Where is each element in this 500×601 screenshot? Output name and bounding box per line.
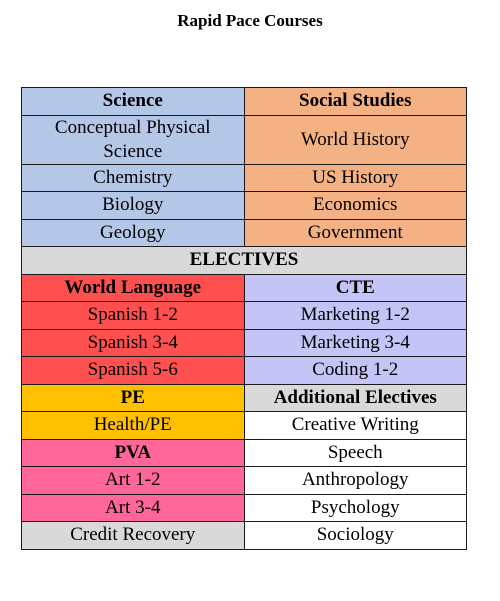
social-studies-course: Economics xyxy=(244,192,467,220)
social-studies-course: US History xyxy=(244,164,467,192)
table-row xyxy=(22,522,467,550)
table-row xyxy=(22,192,467,220)
table-row xyxy=(22,247,467,275)
social-studies-course: Government xyxy=(244,219,467,247)
cte-course: Marketing 3-4 xyxy=(244,329,467,357)
cte-header: CTE xyxy=(244,274,467,302)
table-row xyxy=(22,467,467,495)
pva-course: Art 1-2 xyxy=(22,467,245,495)
pe-course: Health/PE xyxy=(22,412,245,440)
pva-course: Art 3-4 xyxy=(22,494,245,522)
cte-course: Marketing 1-2 xyxy=(244,302,467,330)
science-header: Science xyxy=(22,88,245,116)
credit-recovery-course: Credit Recovery xyxy=(22,522,245,550)
social-studies-course: World History xyxy=(244,115,467,164)
cte-course: Coding 1-2 xyxy=(244,357,467,385)
world-language-course: Spanish 1-2 xyxy=(22,302,245,330)
science-course: Chemistry xyxy=(22,164,245,192)
table-row xyxy=(22,274,467,302)
additional-elective-course: Creative Writing xyxy=(244,412,467,440)
pe-header: PE xyxy=(22,384,245,412)
pva-header: PVA xyxy=(22,439,245,467)
table-row xyxy=(22,439,467,467)
table-row xyxy=(22,302,467,330)
additional-elective-course: Sociology xyxy=(244,522,467,550)
table-row xyxy=(22,384,467,412)
table-row xyxy=(22,494,467,522)
additional-elective-course: Anthropology xyxy=(244,467,467,495)
science-course: Geology xyxy=(22,219,245,247)
additional-elective-course: Psychology xyxy=(244,494,467,522)
electives-header: ELECTIVES xyxy=(22,247,467,275)
table-row xyxy=(22,219,467,247)
table-row xyxy=(22,412,467,440)
science-course: Biology xyxy=(22,192,245,220)
courses-table xyxy=(21,87,467,550)
table-row xyxy=(22,357,467,385)
science-course: Conceptual Physical Science xyxy=(22,115,245,164)
table-row xyxy=(22,88,467,116)
page-title: Rapid Pace Courses xyxy=(177,11,323,30)
table-row xyxy=(22,164,467,192)
table-row xyxy=(22,329,467,357)
world-language-course: Spanish 5-6 xyxy=(22,357,245,385)
additional-electives-header: Additional Electives xyxy=(244,384,467,412)
table-row xyxy=(22,115,467,164)
world-language-course: Spanish 3-4 xyxy=(22,329,245,357)
social-studies-header: Social Studies xyxy=(244,88,467,116)
additional-elective-course: Speech xyxy=(244,439,467,467)
world-language-header: World Language xyxy=(22,274,245,302)
